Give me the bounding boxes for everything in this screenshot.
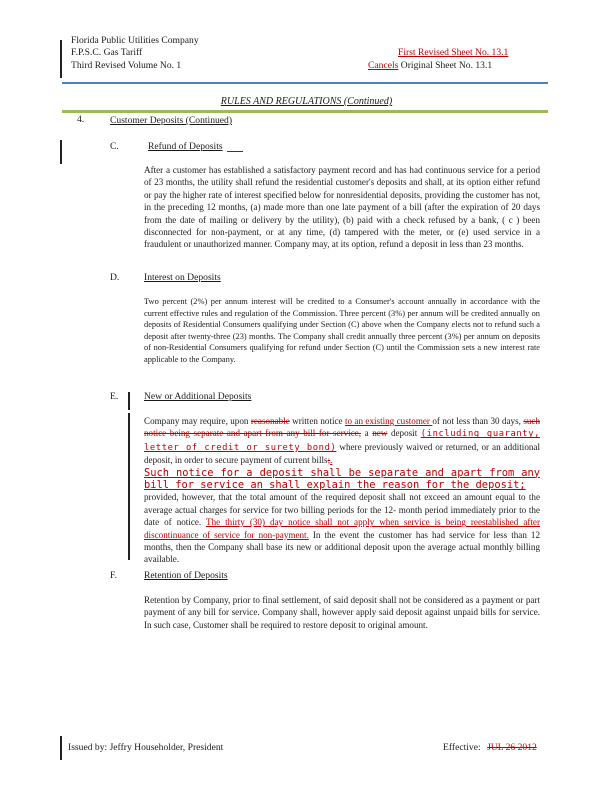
- subsection-c-letter: C.: [110, 141, 119, 152]
- subsection-f-heading: Retention of Deposits: [144, 570, 228, 581]
- e-text: In the event the customer has had service for less than 12 months, then the Company shall base its new or additional deposit upon the average actual monthly billing available.: [144, 529, 540, 565]
- e-insertion: .: [330, 455, 333, 466]
- e-text: deposit: [387, 428, 421, 439]
- change-bar: [128, 392, 130, 410]
- issued-by: Issued by: Jeffry Householder, President: [68, 742, 224, 753]
- subsection-d-heading: Interest on Deposits: [144, 272, 221, 283]
- revised-sheet: First Revised Sheet No. 13.1: [398, 47, 509, 58]
- change-bar: [128, 413, 130, 560]
- subsection-f-text: Retention by Company, prior to final settlement, of said deposit shall not be considered as a payment or part payment of any bill for service. Company shall, however apply said deposit against unpaid bills for service. In such case, Customer shall be required to restore deposit to original amount.: [144, 595, 540, 630]
- e-deletion: such notice being separate and apart from any bill for service,: [144, 416, 540, 439]
- header-rule-green: [62, 110, 548, 113]
- heading-underline: [227, 151, 243, 152]
- change-bar: [60, 736, 62, 760]
- subsection-d-letter: D.: [110, 272, 120, 283]
- tariff-name: F.P.S.C. Gas Tariff: [71, 47, 143, 58]
- volume-label: Third Revised Volume No. 1: [71, 60, 182, 71]
- e-insertion: (including guaranty, letter of credit or surety bond): [144, 429, 540, 453]
- e-text: of not less than 30 days,: [432, 416, 524, 426]
- effective-line: [443, 742, 537, 755]
- subsection-c-text: After a customer has established a satisfactory payment record and has had continuous service for a period of 23 months, the utility shall refund the residential customer's deposits and shall, at its option either refund or pay the higher rate of interest specified below for nonresidential deposits, providing the customer has not, in the preceding 12 months, (a) made more than one late payment of a bill (after the expiration of 20 days from the date of mailing or delivery by the utility), (b) paid with a check refused by a bank, ( c ) been disconnected for non-payment, or at any time, (d) tampered with the meter, or (e) used service in a fraudulent or unauthorized manner. Company may, at its option, refund a deposit in less than 23 months.: [144, 165, 540, 250]
- header-rule-blue: [62, 82, 548, 84]
- e-insertion: to an existing customer: [344, 416, 433, 426]
- company-name: Florida Public Utilities Company: [71, 35, 199, 46]
- e-text: where previously waived or returned, or an additional deposit, in order to secure payment of current bills: [144, 441, 540, 466]
- e-text: written notice: [289, 416, 345, 426]
- page-title: RULES AND REGULATIONS (Continued): [220, 96, 393, 107]
- effective-date: JUL 26 2012: [487, 742, 537, 753]
- subsection-e-text: [144, 415, 540, 566]
- subsection-f-letter: F.: [110, 570, 117, 581]
- original-sheet: Original Sheet No. 13.1: [400, 60, 493, 71]
- change-bar: [60, 140, 62, 164]
- e-insertion: The thirty (30) day notice shall not apply when service is being reestablished after discontinuance of service for non-payment.: [144, 517, 540, 540]
- e-deletion: ;: [327, 455, 331, 466]
- subsection-c-heading: Refund of Deposits: [148, 141, 223, 152]
- cancels-label: Cancels: [368, 60, 399, 71]
- subsection-e-letter: E.: [110, 391, 119, 402]
- e-text: Company may require, upon: [144, 416, 251, 426]
- subsection-e-heading: New or Additional Deposits: [144, 391, 252, 402]
- e-deletion: new: [372, 428, 388, 439]
- e-text: provided, however, that the total amount of the required deposit shall not exceed an amount equal to the average actual charges for service for two billing periods for the 12- month period immediately prior to the date of notice.: [144, 492, 540, 528]
- section-heading: Customer Deposits (Continued): [110, 115, 233, 126]
- e-text: a: [361, 428, 373, 439]
- sheet-cancel-line: [368, 60, 492, 73]
- subsection-d-text: Two percent (2%) per annum interest will be credited to a Consumer's account annually in accordance with the current effective rules and regulation of the Commission. Three percent (3%) per annum will be credited annually on deposits of Residential Consumers qualifying under Section (C) above when the Company elects not to refund such a deposit after twenty-three (23) months. The Company shall credit annually three percent (3%) per annum on deposits of non-Residential Consumers qualifying for refund under Section (C) until the Commission sets a new interest rate applicable to the Company.: [144, 297, 540, 364]
- change-bar: [60, 40, 62, 78]
- effective-label: Effective:: [443, 742, 481, 753]
- e-insertion: Such notice for a deposit shall be separate and apart from any bill for service an shall explain the reason for the deposit;: [144, 466, 540, 492]
- section-number: 4.: [77, 114, 85, 125]
- e-deletion: reasonable: [250, 416, 290, 426]
